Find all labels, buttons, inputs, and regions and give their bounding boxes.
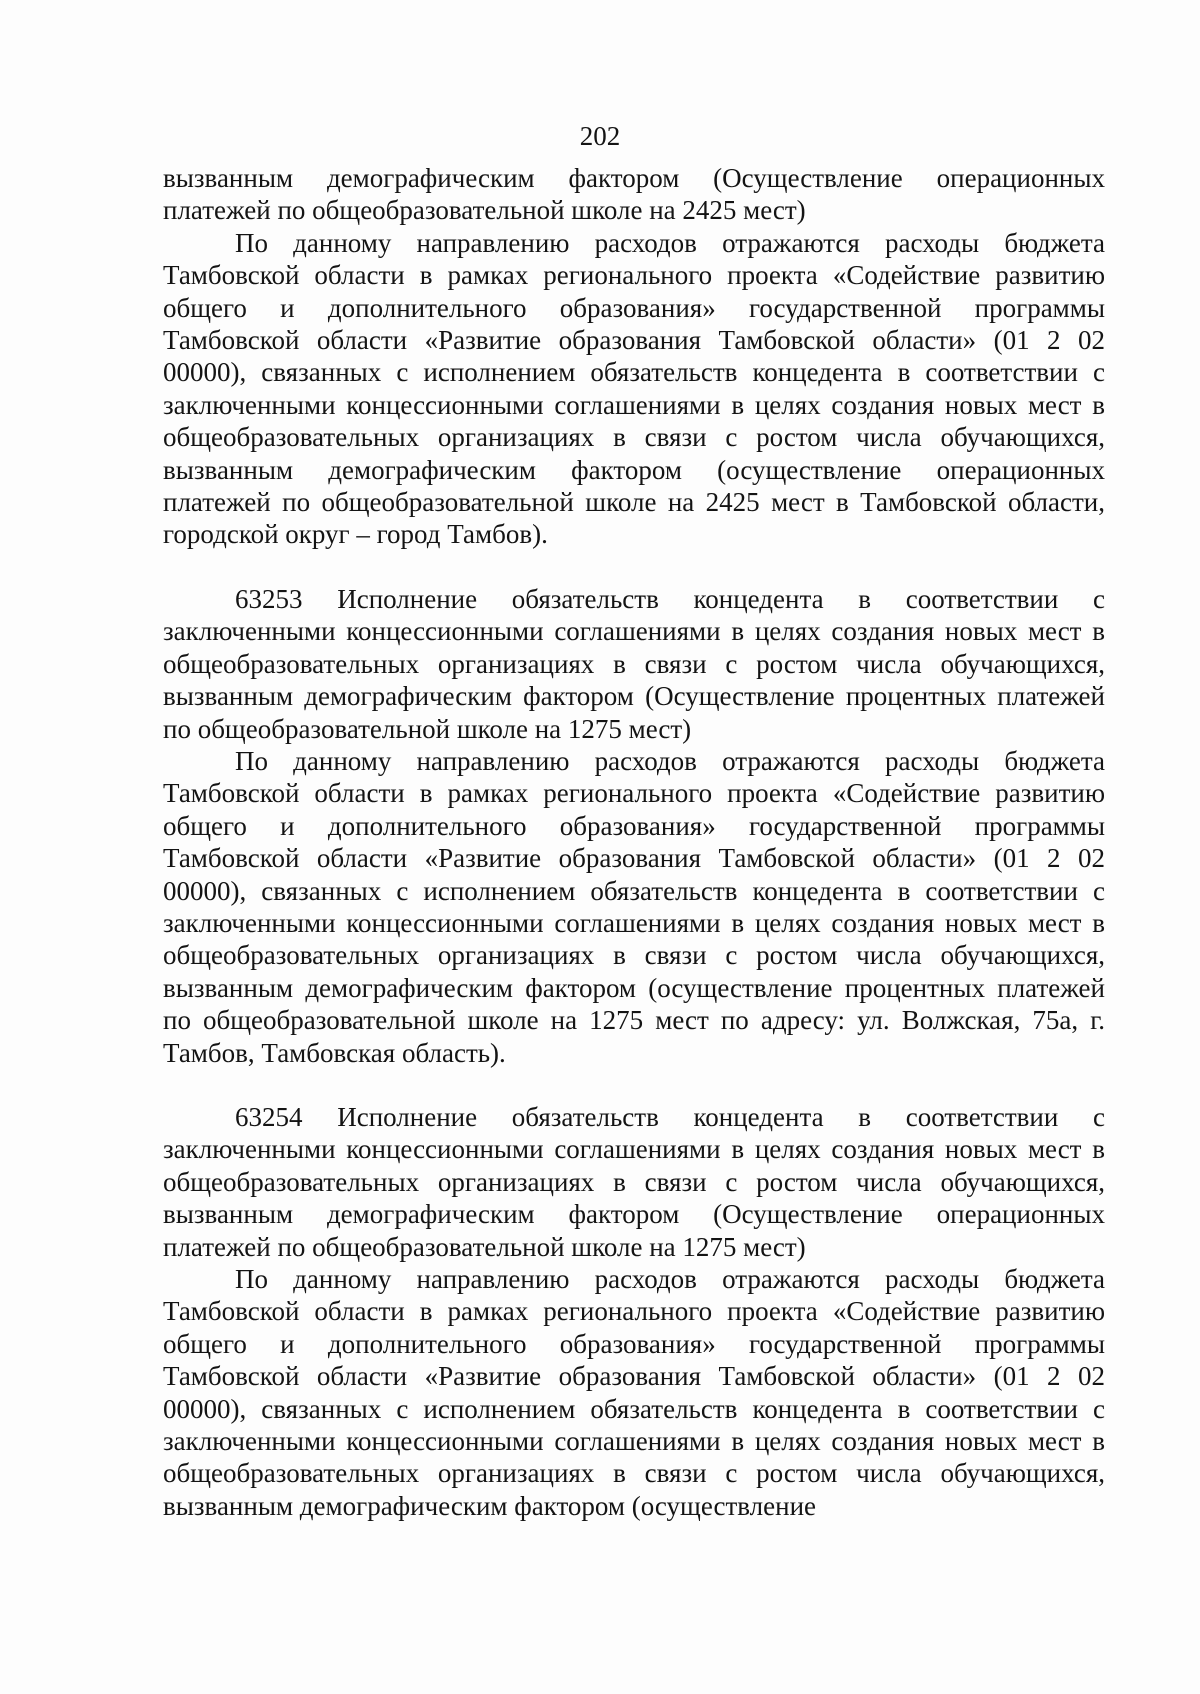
page-number: 202: [579, 121, 621, 151]
description-paragraph: По данному направлению расходов отражаются расходы бюджета Тамбовской области в рамках регионального проекта «Содействие развитию общего и дополнительного образования» государственной программы Тамбовской области «Развитие образования Тамбовской области» (01 2 02 00000), связанных с исполнением обязательств концедента в соответствии с заключенными концессионными соглашениями в целях создания новых мест в общеобразовательных организациях в связи с ростом числа обучающихся, вызванным демографическим фактором (осуществление процентных платежей по общеобразовательной школе на 1275 мест по адресу: ул. Волжская, 75а, г. Тамбов, Тамбовская область).: [163, 745, 1105, 1068]
description-paragraph: По данному направлению расходов отражаются расходы бюджета Тамбовской области в рамках регионального проекта «Содействие развитию общего и дополнительного образования» государственной программы Тамбовской области «Развитие образования Тамбовской области» (01 2 02 00000), связанных с исполнением обязательств концедента в соответствии с заключенными концессионными соглашениями в целях создания новых мест в общеобразовательных организациях в связи с ростом числа обучающихся, вызванным демографическим фактором (осуществление операционных платежей по общеобразовательной школе на 2425 мест в Тамбовской области, городской округ – город Тамбов).: [163, 227, 1105, 550]
section-spacer: [163, 551, 1105, 583]
section-spacer: [163, 1069, 1105, 1101]
section-heading-63254: 63254 Исполнение обязательств концедента в соответствии с заключенными концессионными соглашениями в целях создания новых мест в общеобразовательных организациях в связи с ростом числа обучающихся, вызванным демографическим фактором (Осуществление операционных платежей по общеобразовательной школе на 1275 мест): [163, 1101, 1105, 1262]
description-paragraph: По данному направлению расходов отражаются расходы бюджета Тамбовской области в рамках регионального проекта «Содействие развитию общего и дополнительного образования» государственной программы Тамбовской области «Развитие образования Тамбовской области» (01 2 02 00000), связанных с исполнением обязательств концедента в соответствии с заключенными концессионными соглашениями в целях создания новых мест в общеобразовательных организациях в связи с ростом числа обучающихся, вызванным демографическим фактором (осуществление: [163, 1264, 1105, 1521]
page-body: [163, 162, 1105, 1522]
section-heading-63253: 63253 Исполнение обязательств концедента в соответствии с заключенными концессионными соглашениями в целях создания новых мест в общеобразовательных организациях в связи с ростом числа обучающихся, вызванным демографическим фактором (Осуществление процентных платежей по общеобразовательной школе на 1275 мест): [163, 583, 1105, 744]
continuation-paragraph: вызванным демографическим фактором (Осуществление операционных платежей по общеобразовательной школе на 2425 мест): [163, 163, 1105, 226]
